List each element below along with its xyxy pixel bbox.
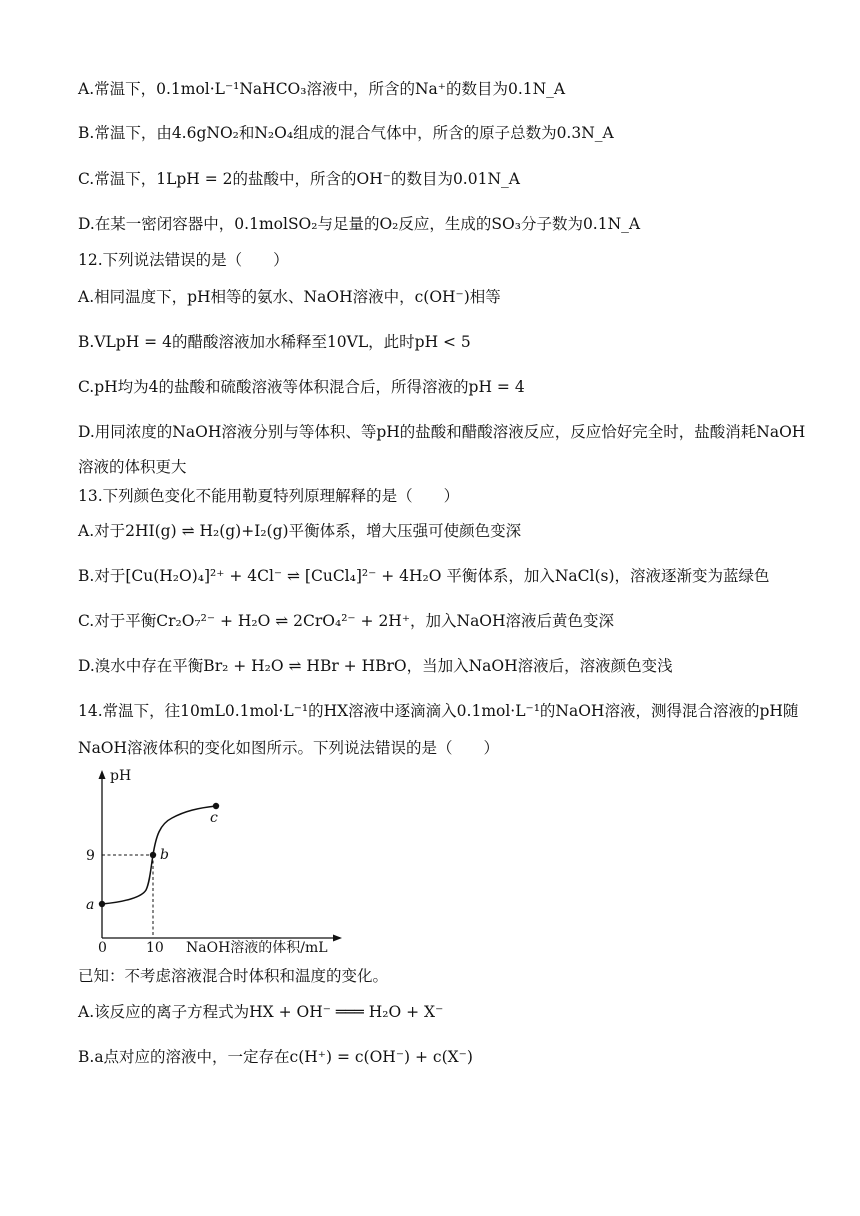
x-tick-label-10: 10: [146, 940, 164, 956]
line-q11d: D.在某一密闭容器中，0.1molSO₂与足量的O₂反应，生成的SO₃分子数为0.1N_A: [78, 215, 641, 233]
line-q11a: A.常温下，0.1mol·L⁻¹NaHCO₃溶液中，所含的Na⁺的数目为0.1N_A: [78, 80, 566, 98]
question-12: 12.下列说法错误的是（ ）: [78, 251, 289, 269]
line-q13b: B.对于[Cu(H₂O)₄]²⁺ + 4Cl⁻ ⇌ [CuCl₄]²⁻ + 4H₂O 平衡体系，加入NaCl(s)，溶液逐渐变为蓝绿色: [78, 567, 770, 585]
x-tick-label-0: 0: [98, 940, 107, 956]
line-q13d: D.溴水中存在平衡Br₂ + H₂O ⇌ HBr + HBrO，当加入NaOH溶液后，溶液颜色变浅: [78, 657, 673, 675]
y-axis-arrow: [99, 770, 106, 779]
line-q12c: C.pH均为4的盐酸和硫酸溶液等体积混合后，所得溶液的pH = 4: [78, 378, 525, 396]
point-b-marker: [150, 852, 156, 858]
question-13: 13.下列颜色变化不能用勒夏特列原理解释的是（ ）: [78, 487, 460, 505]
point-a-label: a: [86, 897, 95, 913]
point-a-marker: [99, 901, 105, 907]
line-q11b: B.常温下，由4.6gNO₂和N₂O₄组成的混合气体中，所含的原子总数为0.3N_A: [78, 124, 614, 142]
y-tick-label: 9: [86, 848, 95, 864]
line-q11c: C.常温下，1LpH = 2的盐酸中，所含的OH⁻的数目为0.01N_A: [78, 170, 520, 188]
line-q14-option-a: A.该反应的离子方程式为HX + OH⁻ ═══ H₂O + X⁻: [78, 1003, 444, 1021]
x-axis-label: NaOH溶液的体积/mL: [186, 940, 328, 956]
x-axis-arrow: [333, 935, 342, 942]
known-note: 已知：不考虑溶液混合时体积和温度的变化。: [78, 967, 389, 985]
point-c-marker: [213, 803, 219, 809]
question-14-continued: NaOH溶液体积的变化如图所示。下列说法错误的是（ ）: [78, 739, 500, 757]
point-c-label: c: [210, 810, 218, 826]
line-q13c: C.对于平衡Cr₂O₇²⁻ + H₂O ⇌ 2CrO₄²⁻ + 2H⁺，加入NaOH溶液后黄色变深: [78, 612, 615, 630]
line-q12d-2: 溶液的体积更大: [78, 458, 187, 476]
line-q12a: A.相同温度下，pH相等的氨水、NaOH溶液中，c(OH⁻)相等: [78, 288, 501, 306]
point-b-label: b: [160, 847, 169, 863]
y-axis-label: pH: [110, 768, 132, 784]
line-q12d-1: D.用同浓度的NaOH溶液分别与等体积、等pH的盐酸和醋酸溶液反应，反应恰好完全时，盐酸消耗NaOH: [78, 423, 806, 441]
line-q14-option-b: B.a点对应的溶液中，一定存在c(H⁺) = c(OH⁻) + c(X⁻): [78, 1048, 473, 1066]
line-q12b: B.VLpH = 4的醋酸溶液加水稀释至10VL，此时pH < 5: [78, 333, 471, 351]
line-q13a: A.对于2HI(g) ⇌ H₂(g)+I₂(g)平衡体系，增大压强可使颜色变深: [78, 522, 522, 540]
ph-titration-chart: [80, 766, 380, 956]
question-14: 14.常温下，往10mL0.1mol·L⁻¹的HX溶液中逐滴滴入0.1mol·L⁻¹的NaOH溶液，测得混合溶液的pH随: [78, 702, 799, 720]
